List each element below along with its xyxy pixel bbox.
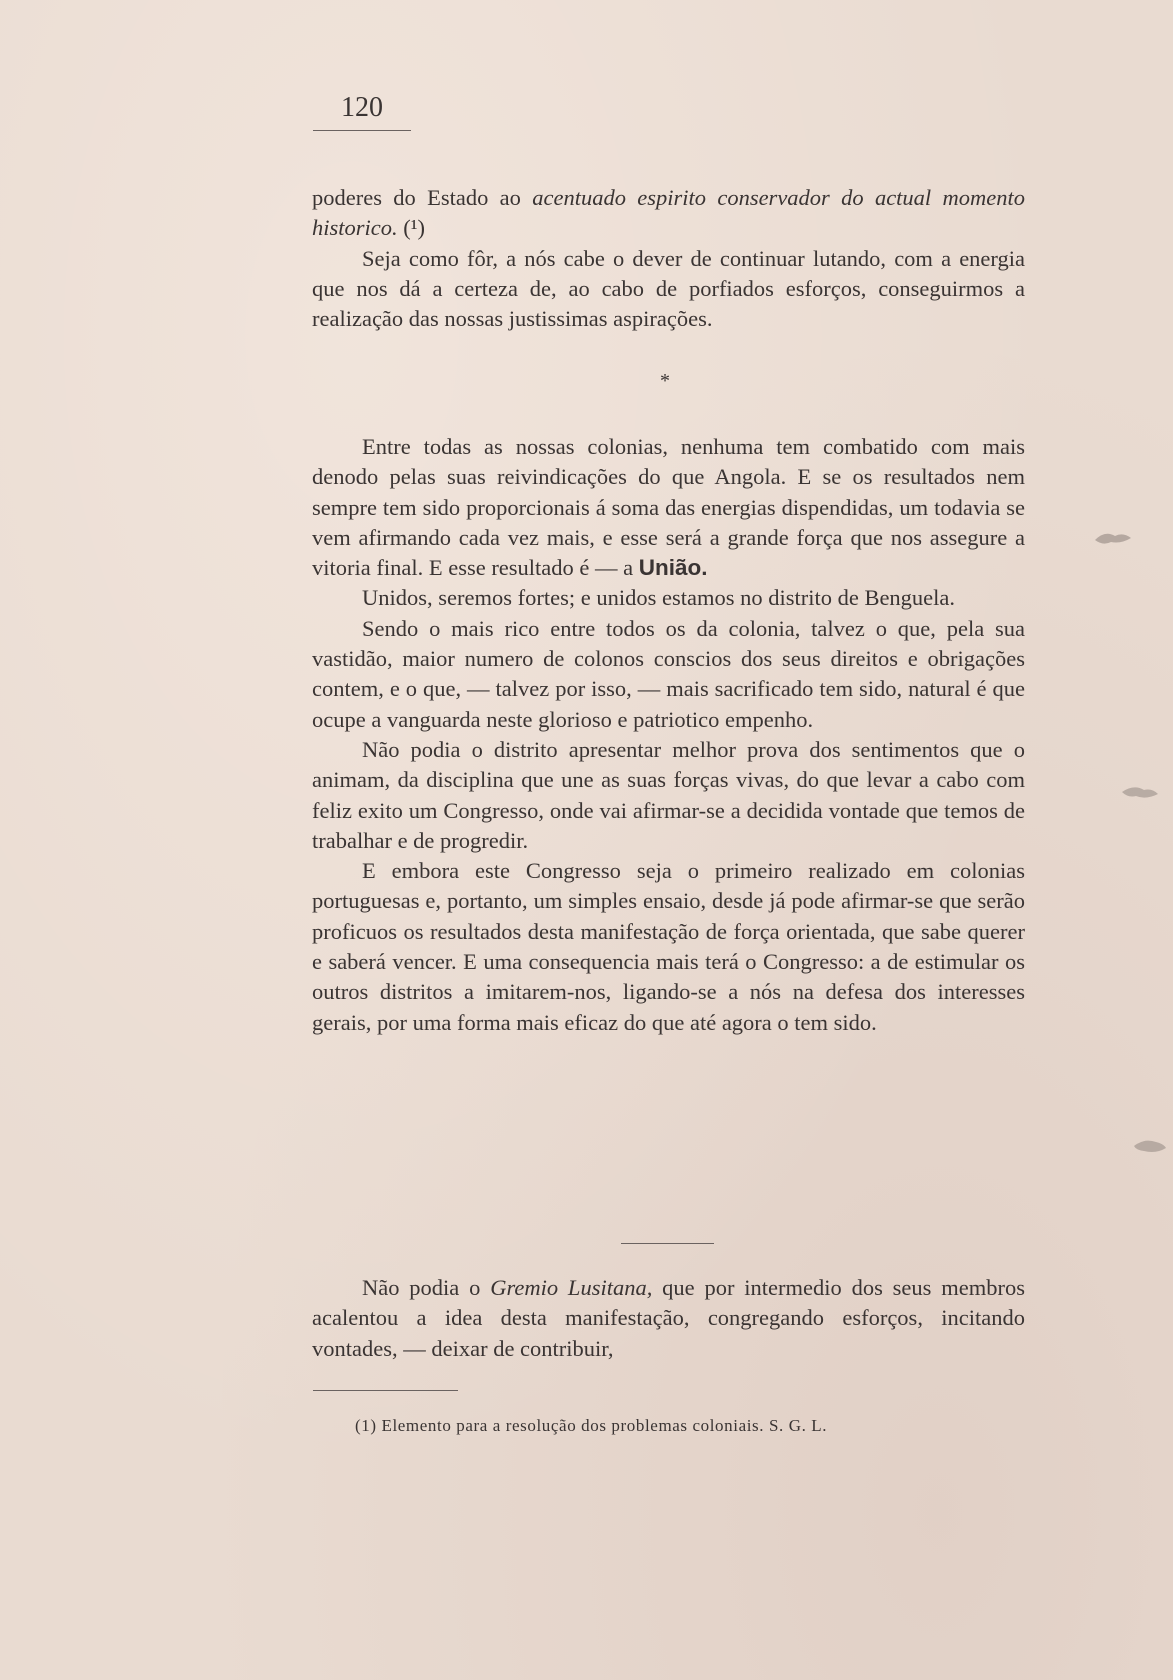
emphasis-text: acentuado espirito conservador do actual momento historico.	[312, 185, 1025, 241]
paragraph: Unidos, seremos fortes; e unidos estamos no distrito de Benguela.	[362, 585, 956, 611]
paragraph: E embora este Congresso seja o primeiro realizado em colonias portuguesas e, portanto, um simples ensaio, desde já pode afirmar-se que serão proficuos os resultados desta manifestação de força orientada, que sabe querer e saberá vencer. E uma consequencia mais terá o Congresso: a de estimular os outros distritos a imitarem-nos, ligando-se a nós na defesa dos interesses gerais, por uma forma mais eficaz do que até agora o tem sido.	[312, 858, 1025, 1035]
footnote-reference: (¹)	[397, 215, 425, 241]
paragraph: Entre todas as nossas colonias, nenhuma tem combatido com mais denodo pelas suas reivindicações do que Angola. E se os resultados nem sempre tem sido proporcionais á soma das energias dispendidas, um todavia se vem afirmando cada vez mais, e esse será a grande força que nos assegure a vitoria final. E esse resultado é — a União.	[312, 434, 1025, 581]
emphasis-text: Gremio Lusitana,	[490, 1275, 653, 1300]
text-block-opening	[312, 183, 1025, 334]
paragraph-continuation: poderes do Estado ao acentuado espirito conservador do actual momento historico. (¹)	[312, 185, 1025, 241]
text-block-main	[312, 432, 1025, 1038]
paragraph: Não podia o Gremio Lusitana, que por intermedio dos seus membros acalentou a idea desta manifestação, congregando esforços, incitando vontades, — deixar de contribuir,	[312, 1275, 1025, 1361]
paragraph: Seja como fôr, a nós cabe o dever de continuar lutando, com a energia que nos dá a certeza de, ao cabo de porfiados esforços, conseguirmos a realização das nossas justissimas aspirações.	[312, 245, 1025, 332]
text-block-closing	[312, 1273, 1025, 1364]
margin-stain-icon	[1130, 1136, 1170, 1156]
section-asterisk: *	[660, 370, 670, 392]
paragraph: Sendo o mais rico entre todos os da colonia, talvez o que, pela sua vastidão, maior numero de colonos conscios dos seus direitos e obrigações contem, e o que, — talvez por isso, — mais sacrificado tem sido, natural é que ocupe a vanguarda neste glorioso e patriotico empenho.	[312, 615, 1025, 732]
bold-term: União.	[638, 555, 708, 581]
margin-stain-icon	[1093, 528, 1133, 548]
section-divider	[621, 1243, 714, 1244]
page-number: 120	[313, 92, 411, 131]
footnote-divider	[313, 1390, 458, 1391]
footnote: (1) Elemento para a resolução dos problemas coloniais. S. G. L.	[355, 1416, 828, 1435]
margin-stain-icon	[1120, 782, 1160, 802]
paragraph: Não podia o distrito apresentar melhor prova dos sentimentos que o animam, da disciplina que une as suas forças vivas, do que levar a cabo com feliz exito um Congresso, onde vai afirmar-se a decidida vontade que temos de trabalhar e de progredir.	[312, 736, 1025, 853]
